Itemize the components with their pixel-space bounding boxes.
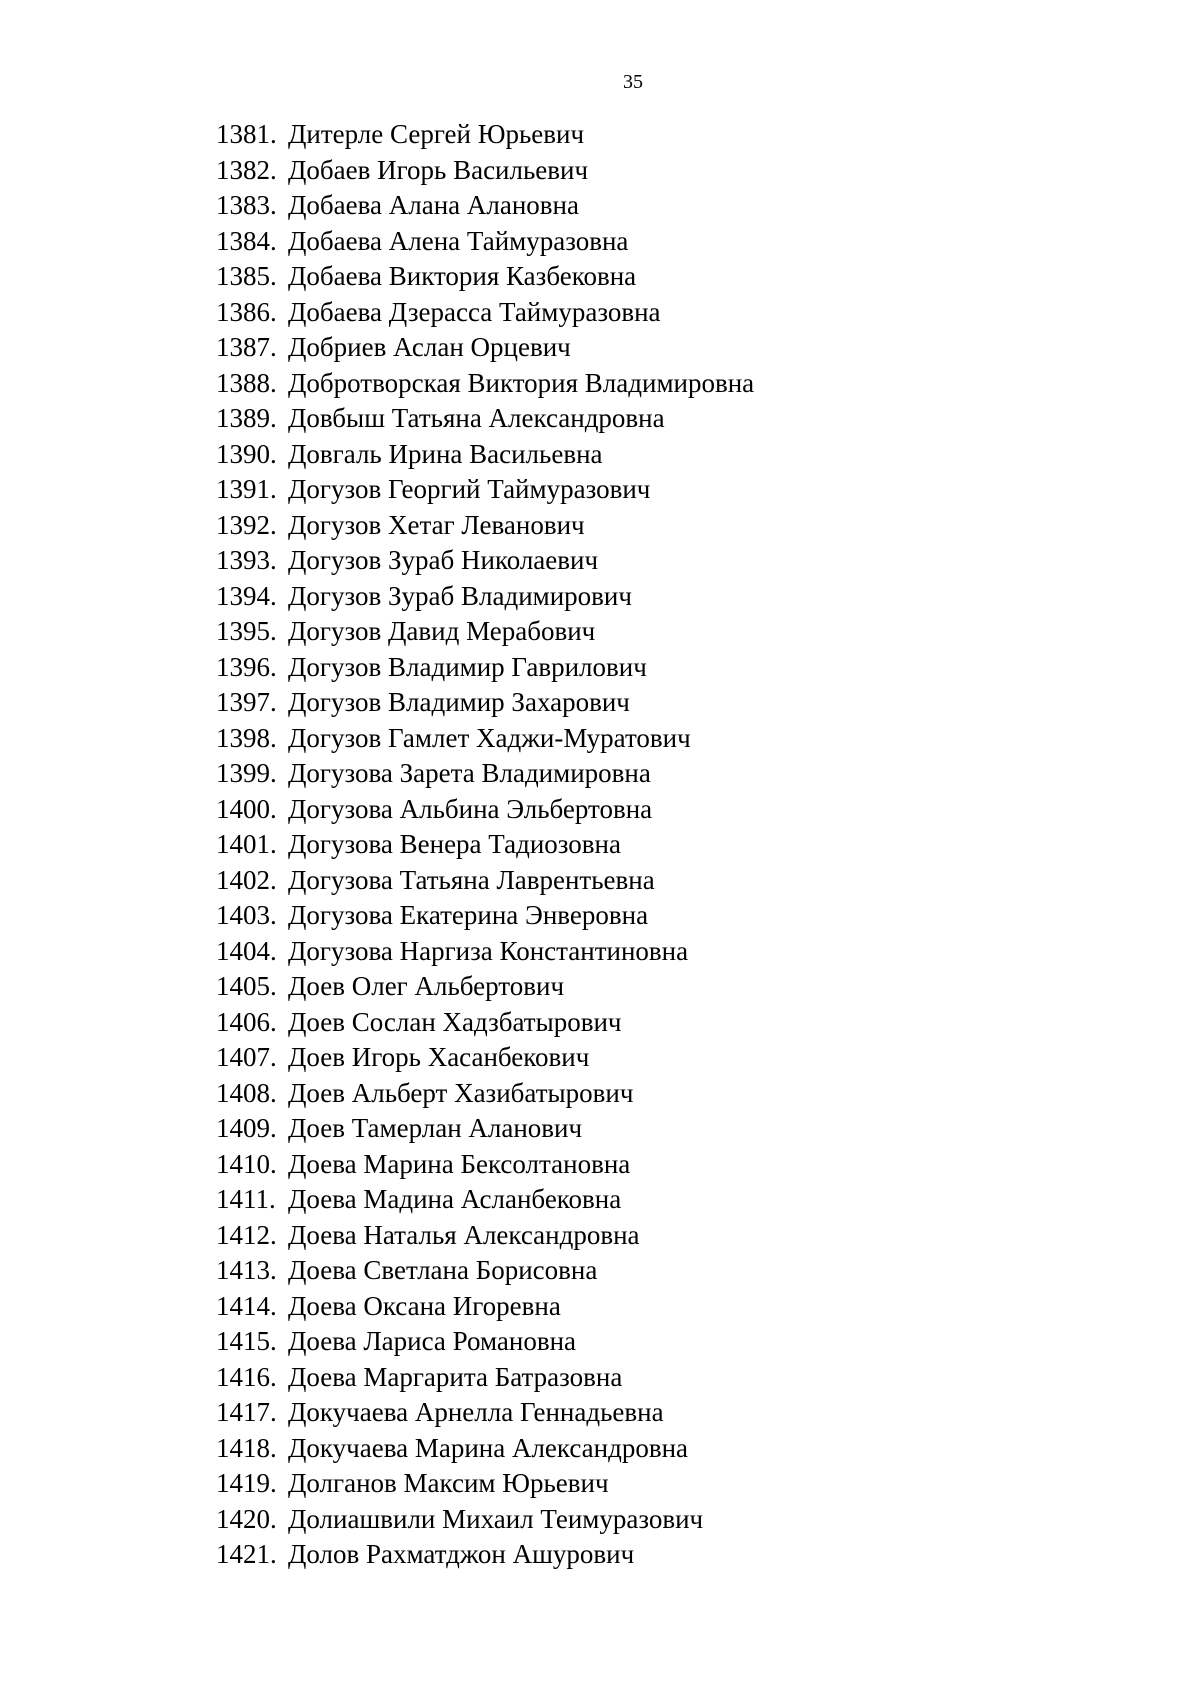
entry-name: Догузов Владимир Гаврилович (288, 651, 647, 682)
entry-name: Докучаева Марина Александровна (288, 1432, 689, 1463)
list-item (216, 188, 754, 224)
list-item (216, 1502, 754, 1538)
entry-name: Догузова Венера Тадиозовна (288, 829, 621, 859)
entry-number: 1407. (216, 1042, 277, 1072)
entry-name: Догузов Давид Мерабович (288, 616, 596, 646)
list-item (216, 259, 754, 295)
entry-number: 1412. (216, 1219, 277, 1250)
list-item (216, 1218, 754, 1254)
entry-name: Довгаль Ирина Васильевна (288, 438, 603, 469)
entry-name: Добаев Игорь Васильевич (288, 154, 589, 185)
entry-name: Доева Светлана Борисовна (288, 1255, 598, 1285)
entry-name: Дитерле Сергей Юрьевич (288, 119, 585, 149)
list-item (216, 330, 754, 366)
list-item (216, 1431, 754, 1467)
entry-name: Догузов Гамлет Хаджи-Муратович (288, 722, 691, 753)
entry-name: Доева Наталья Александровна (288, 1219, 640, 1250)
entry-name: Добаева Алана Алановна (288, 190, 579, 220)
list-item (216, 1395, 754, 1431)
entry-name: Доева Марина Бексолтановна (288, 1148, 631, 1179)
list-item (216, 969, 754, 1005)
entry-name: Долов Рахматджон Ашурович (288, 1539, 635, 1569)
list-item (216, 543, 754, 579)
entry-number: 1383. (216, 190, 277, 220)
entry-name: Догузова Екатерина Энверовна (288, 900, 649, 930)
entry-name: Доев Игорь Хасанбекович (288, 1042, 590, 1072)
list-item (216, 401, 754, 437)
list-item (216, 1182, 754, 1218)
entry-name: Доев Олег Альбертович (288, 971, 565, 1001)
list-item (216, 117, 754, 153)
entry-number: 1396. (216, 651, 277, 682)
entry-name: Доев Альберт Хазибатырович (288, 1077, 634, 1108)
list-item (216, 1111, 754, 1147)
entry-name: Догузова Наргиза Константиновна (288, 935, 689, 966)
entry-number: 1408. (216, 1077, 277, 1108)
entry-number: 1391. (216, 474, 277, 504)
list-item (216, 650, 754, 686)
entry-number: 1394. (216, 580, 277, 611)
list-item (216, 366, 754, 402)
entry-number: 1411. (216, 1184, 276, 1214)
entry-name: Доева Мадина Асланбековна (288, 1184, 622, 1214)
entry-number: 1398. (216, 722, 277, 753)
entry-name: Докучаева Арнелла Геннадьевна (288, 1397, 664, 1427)
entry-name: Долганов Максим Юрьевич (288, 1468, 609, 1498)
list-item (216, 153, 754, 189)
entry-number: 1390. (216, 438, 277, 469)
entry-name: Догузов Хетаг Леванович (288, 509, 585, 540)
list-item (216, 863, 754, 899)
entry-number: 1419. (216, 1468, 277, 1498)
entry-number: 1387. (216, 332, 277, 362)
entry-name: Доева Лариса Романовна (288, 1326, 576, 1356)
entry-number: 1384. (216, 225, 277, 256)
entry-number: 1410. (216, 1148, 277, 1179)
entry-number: 1403. (216, 900, 277, 930)
entry-name: Долиашвили Михаил Теимуразович (288, 1503, 704, 1534)
entry-number: 1397. (216, 687, 277, 717)
list-item (216, 934, 754, 970)
entry-name: Догузова Зарета Владимировна (288, 758, 651, 788)
list-item (216, 1040, 754, 1076)
entry-name: Добаева Виктория Казбековна (288, 261, 637, 291)
entry-name: Доев Сослан Хадзбатырович (288, 1006, 622, 1037)
entry-name: Догузов Зураб Николаевич (288, 545, 599, 575)
entry-number: 1406. (216, 1006, 277, 1037)
entry-number: 1381. (216, 119, 277, 149)
entry-name: Догузова Альбина Эльбертовна (288, 793, 653, 824)
list-item (216, 1253, 754, 1289)
list-item (216, 224, 754, 260)
list-item (216, 579, 754, 615)
list-item (216, 685, 754, 721)
entry-number: 1404. (216, 935, 277, 966)
entry-number: 1392. (216, 509, 277, 540)
entry-number: 1385. (216, 261, 277, 291)
entry-name: Доев Тамерлан Аланович (288, 1113, 583, 1143)
entry-name: Догузова Татьяна Лаврентьевна (288, 864, 655, 895)
entry-number: 1420. (216, 1503, 277, 1534)
entry-name: Добриев Аслан Орцевич (288, 332, 571, 362)
entry-number: 1416. (216, 1361, 277, 1392)
entry-number: 1386. (216, 296, 277, 327)
list-item (216, 898, 754, 934)
list-item (216, 1537, 754, 1573)
list-item (216, 1466, 754, 1502)
list-item (216, 508, 754, 544)
list-item (216, 1076, 754, 1112)
entry-number: 1393. (216, 545, 277, 575)
list-item (216, 792, 754, 828)
list-item (216, 472, 754, 508)
list-item (216, 614, 754, 650)
list-item (216, 1005, 754, 1041)
list-item (216, 437, 754, 473)
list-item (216, 1360, 754, 1396)
entry-name: Догузов Зураб Владимирович (288, 580, 632, 611)
entry-number: 1418. (216, 1432, 277, 1463)
entry-name: Довбыш Татьяна Александровна (288, 403, 665, 433)
name-list (216, 117, 754, 1573)
page-number: 35 (623, 71, 643, 93)
list-item (216, 721, 754, 757)
entry-number: 1401. (216, 829, 277, 859)
entry-number: 1388. (216, 367, 277, 398)
entry-number: 1382. (216, 154, 277, 185)
entry-number: 1415. (216, 1326, 277, 1356)
list-item (216, 1289, 754, 1325)
entry-name: Добротворская Виктория Владимировна (288, 367, 755, 398)
entry-number: 1402. (216, 864, 277, 895)
entry-number: 1399. (216, 758, 277, 788)
list-item (216, 1324, 754, 1360)
entry-number: 1414. (216, 1290, 277, 1321)
entry-number: 1409. (216, 1113, 277, 1143)
entry-name: Добаева Дзерасса Таймуразовна (288, 296, 661, 327)
entry-number: 1395. (216, 616, 277, 646)
entry-number: 1417. (216, 1397, 277, 1427)
entry-number: 1400. (216, 793, 277, 824)
entry-name: Добаева Алена Таймуразовна (288, 225, 629, 256)
entry-number: 1421. (216, 1539, 277, 1569)
list-item (216, 295, 754, 331)
list-item (216, 1147, 754, 1183)
entry-name: Догузов Владимир Захарович (288, 687, 630, 717)
entry-name: Доева Оксана Игоревна (288, 1290, 561, 1321)
entry-name: Догузов Георгий Таймуразович (288, 474, 651, 504)
list-item (216, 756, 754, 792)
entry-name: Доева Маргарита Батразовна (288, 1361, 623, 1392)
entry-number: 1389. (216, 403, 277, 433)
list-item (216, 827, 754, 863)
entry-number: 1405. (216, 971, 277, 1001)
entry-number: 1413. (216, 1255, 277, 1285)
